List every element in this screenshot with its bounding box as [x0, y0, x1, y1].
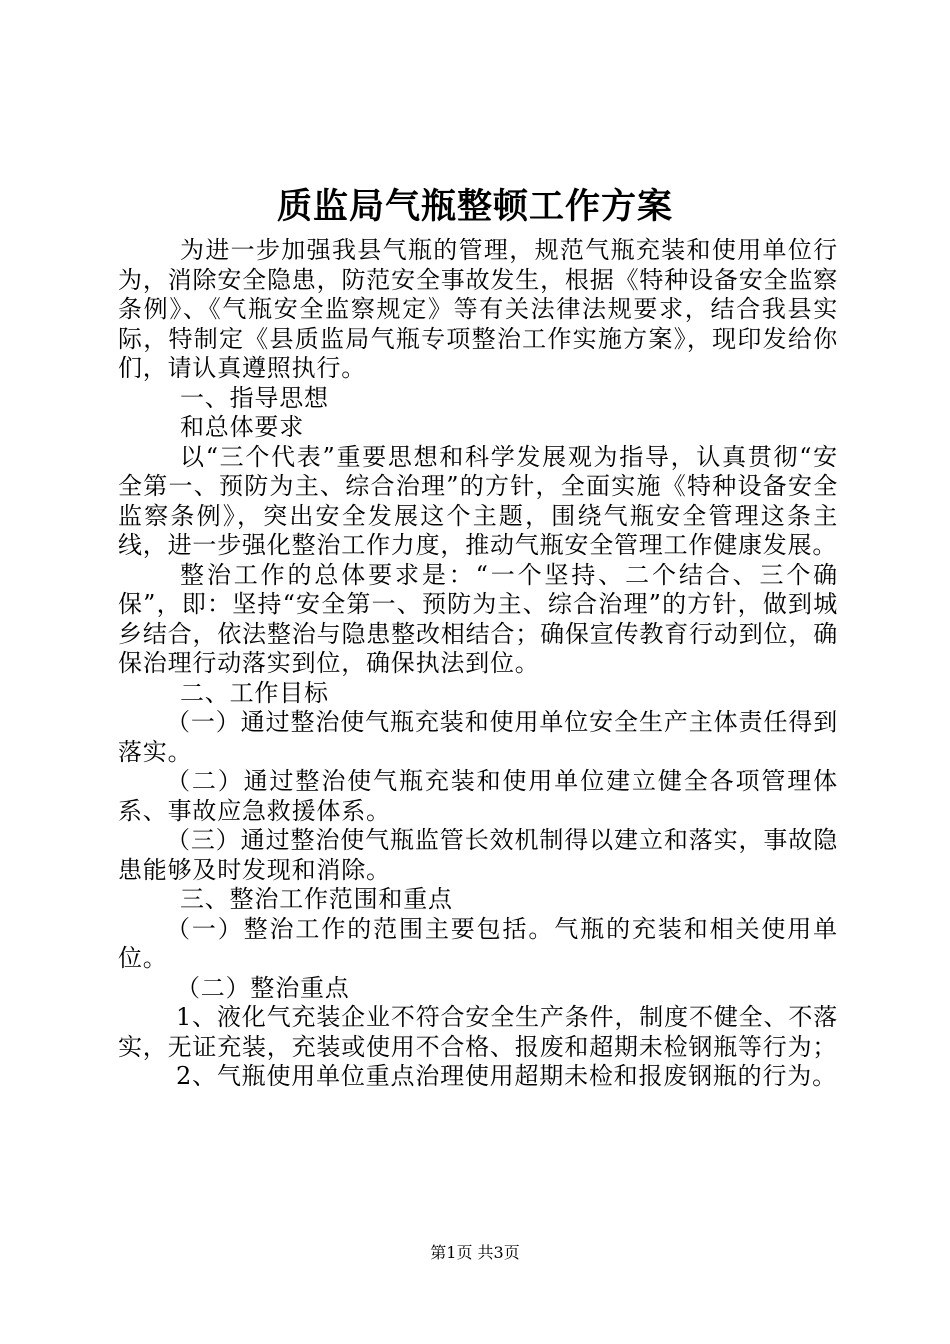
focus-item-2: 2、气瓶使用单位重点治理使用超期未检和报废钢瓶的行为。: [176, 1062, 837, 1090]
page-footer: 第1页 共3页: [430, 1243, 520, 1262]
heading-general-requirements: 和总体要求: [180, 413, 304, 441]
goal-item-2: （二）通过整治使气瓶充装和使用单位建立健全各项管理体系、事故应急救援体系。: [118, 767, 838, 825]
heading-scope-focus: 三、整治工作范围和重点: [180, 885, 453, 913]
paragraph-general-requirements: 整治工作的总体要求是：“一个坚持、二个结合、三个确保”，即：坚持“安全第一、预防为主、综合治理”的方针，做到城乡结合，依法整治与隐患整改相结合；确保宣传教育行动到位，确保治理行动落实到位，确保执法到位。: [118, 560, 838, 677]
document-title: 质监局气瓶整顿工作方案: [276, 186, 673, 227]
heading-guiding-thought: 一、指导思想: [180, 383, 329, 412]
heading-work-goals: 二、工作目标: [180, 678, 329, 707]
goal-item-3: （三）通过整治使气瓶监管长效机制得以建立和落实，事故隐患能够及时发现和消除。: [118, 826, 838, 884]
document-body: [118, 236, 838, 1092]
scope-item-1: （一）整治工作的范围主要包括。气瓶的充装和相关使用单位。: [118, 914, 838, 972]
goal-item-1: （一）通过整治使气瓶充装和使用单位安全生产主体责任得到落实。: [118, 708, 838, 766]
focus-item-1: 1、液化气充装企业不符合安全生产条件，制度不健全、不落实，无证充装，充装或使用不合格、报废和超期未检钢瓶等行为；: [118, 1003, 838, 1061]
paragraph-guiding: 以“三个代表”重要思想和科学发展观为指导，认真贯彻“安全第一、预防为主、综合治理”的方针，全面实施《特种设备安全监察条例》，突出安全发展这个主题，围绕气瓶安全管理这条主线，进一步强化整治工作力度，推动气瓶安全管理工作健康发展。: [118, 442, 838, 559]
scope-item-2: （二）整治重点: [176, 973, 350, 1002]
paragraph-intro: 为进一步加强我县气瓶的管理，规范气瓶充装和使用单位行为，消除安全隐患，防范安全事故发生，根据《特种设备安全监察条例》、《气瓶安全监察规定》等有关法律法规要求，结合我县实际，特制定《县质监局气瓶专项整治工作实施方案》，现印发给你们，请认真遵照执行。: [118, 236, 838, 382]
